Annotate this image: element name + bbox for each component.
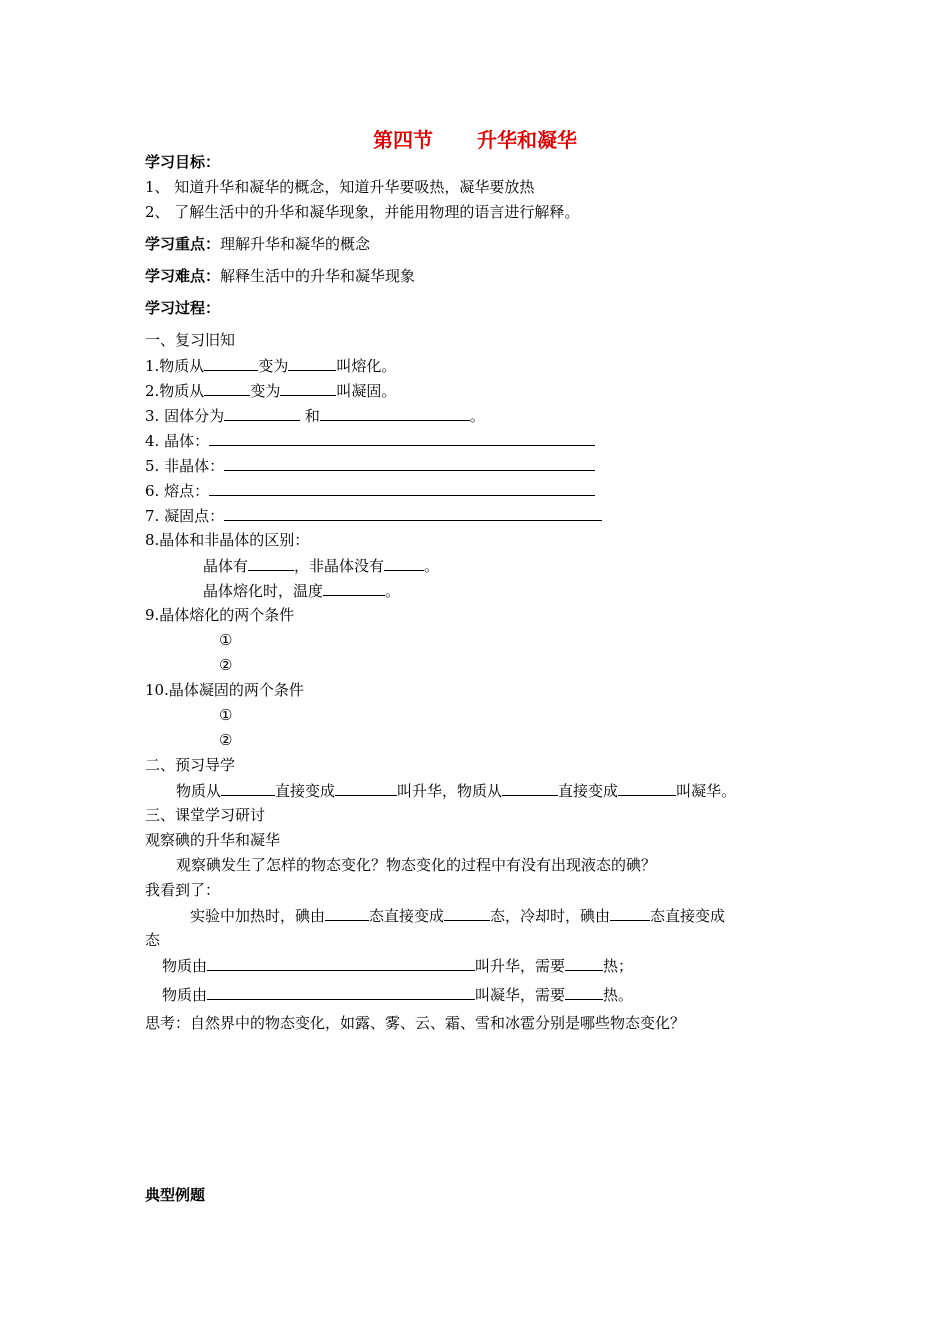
review-question-4 (145, 430, 595, 451)
answer-blank[interactable] (335, 780, 397, 796)
q3-text-a: 3. 固体分为 (145, 407, 225, 425)
experiment-line (190, 905, 725, 926)
answer-blank[interactable] (444, 905, 490, 921)
answer-blank[interactable] (224, 455, 595, 471)
q4-text: 4. 晶体： (145, 432, 210, 450)
preview-text-a: 物质从 (176, 782, 222, 800)
q8-line2-a: 晶体熔化时，温度 (203, 582, 324, 600)
title-topic: 升华和凝华 (477, 128, 577, 152)
key-point-text: 理解升华和凝华的概念 (220, 235, 371, 253)
answer-blank[interactable] (209, 480, 595, 496)
q9-item-2-marker: ② (219, 656, 233, 674)
q9-item-1-marker: ① (219, 631, 233, 649)
review-question-8: 8.晶体和非晶体的区别： (145, 531, 310, 549)
exp-text-b: 态直接变成 (369, 907, 445, 925)
preview-text-d: 直接变成 (558, 782, 619, 800)
answer-blank[interactable] (565, 955, 603, 971)
q10-item-1-marker: ① (219, 706, 233, 724)
answer-blank[interactable] (618, 780, 676, 796)
answer-blank[interactable] (323, 580, 385, 596)
goal-item-1: 1、 知道升华和凝华的概念，知道升华要吸热，凝华要放热 (145, 178, 535, 196)
difficulty-label: 学习难点： (145, 267, 221, 285)
review-question-9: 9.晶体熔化的两个条件 (145, 606, 295, 624)
answer-blank[interactable] (565, 984, 603, 1000)
answer-blank[interactable] (248, 555, 294, 571)
preview-text-c: 叫升华，物质从 (397, 782, 503, 800)
key-point (145, 234, 370, 254)
review-question-2 (145, 380, 396, 401)
q8-line-1 (203, 555, 439, 576)
q8-line1-a: 晶体有 (203, 557, 249, 575)
answer-blank[interactable] (224, 405, 300, 421)
classroom-heading: 三、课堂学习研讨 (145, 806, 266, 824)
q8-line1-c: 。 (424, 557, 440, 575)
sub1-text-c: 热； (603, 957, 634, 975)
review-question-5 (145, 455, 595, 476)
review-heading: 一、复习旧知 (145, 331, 236, 349)
q1-text-b: 变为 (258, 357, 289, 375)
preview-question (176, 780, 736, 801)
answer-blank[interactable] (204, 380, 250, 396)
answer-blank[interactable] (224, 505, 602, 521)
answer-blank[interactable] (502, 780, 558, 796)
review-question-1 (145, 355, 396, 376)
answer-blank[interactable] (384, 555, 424, 571)
sub1-text-b: 叫升华，需要 (475, 957, 566, 975)
q2-text-b: 变为 (250, 382, 281, 400)
review-question-6 (145, 480, 595, 501)
sub1-text-a: 物质由 (162, 957, 208, 975)
q1-text-c: 叫熔化。 (336, 357, 397, 375)
difficulty-text: 解释生活中的升华和凝华现象 (220, 267, 416, 285)
goal-item-2: 2、 了解生活中的升华和凝华现象，并能用物理的语言进行解释。 (145, 203, 580, 221)
experiment-line-cont: 态 (145, 931, 161, 949)
preview-text-e: 叫凝华。 (676, 782, 737, 800)
key-point-label: 学习重点： (145, 235, 221, 253)
q7-text: 7. 凝固点： (145, 507, 225, 525)
q8-line-2 (203, 580, 400, 601)
q2-text-c: 叫凝固。 (336, 382, 397, 400)
classroom-saw: 我看到了： (145, 881, 221, 899)
q8-line2-c: 。 (385, 582, 401, 600)
review-question-3 (145, 405, 485, 426)
q3-text-b: 和 (300, 407, 320, 425)
exp-text-a: 实验中加热时，碘由 (190, 907, 326, 925)
process-heading: 学习过程： (145, 299, 221, 317)
answer-blank[interactable] (209, 430, 595, 446)
answer-blank[interactable] (204, 355, 258, 371)
answer-blank[interactable] (610, 905, 650, 921)
deposition-definition (162, 984, 633, 1005)
review-question-7 (145, 505, 602, 526)
q3-text-c: 。 (469, 407, 485, 425)
preview-heading: 二、预习导学 (145, 756, 236, 774)
answer-blank[interactable] (320, 405, 470, 421)
answer-blank[interactable] (221, 780, 275, 796)
q8-line1-b: ，非晶体没有 (294, 557, 385, 575)
preview-text-b: 直接变成 (275, 782, 336, 800)
exp-text-c: 态，冷却时，碘由 (490, 907, 611, 925)
q10-item-2-marker: ② (219, 731, 233, 749)
classroom-question: 观察碘发生了怎样的物态变化？物态变化的过程中有没有出现液态的碘？ (176, 856, 657, 874)
q1-text-a: 1.物质从 (145, 357, 205, 375)
q5-text: 5. 非晶体： (145, 457, 225, 475)
classroom-subheading: 观察碘的升华和凝华 (145, 831, 281, 849)
page-title (0, 124, 950, 153)
answer-blank[interactable] (207, 984, 475, 1000)
think-question: 思考：自然界中的物态变化，如露、雾、云、霜、雪和冰雹分别是哪些物态变化？ (145, 1014, 686, 1032)
exp-text-d: 态直接变成 (650, 907, 726, 925)
q2-text-a: 2.物质从 (145, 382, 205, 400)
difficulty (145, 266, 415, 286)
answer-blank[interactable] (207, 955, 475, 971)
goals-heading: 学习目标： (145, 153, 221, 171)
sub2-text-a: 物质由 (162, 986, 208, 1004)
examples-heading: 典型例题 (145, 1186, 206, 1204)
title-section: 第四节 (373, 128, 433, 152)
answer-blank[interactable] (288, 355, 336, 371)
q6-text: 6. 熔点： (145, 482, 210, 500)
sub2-text-b: 叫凝华，需要 (475, 986, 566, 1004)
sublimation-definition (162, 955, 633, 976)
sub2-text-c: 热。 (603, 986, 634, 1004)
review-question-10: 10.晶体凝固的两个条件 (145, 681, 304, 699)
answer-blank[interactable] (325, 905, 369, 921)
answer-blank[interactable] (280, 380, 336, 396)
